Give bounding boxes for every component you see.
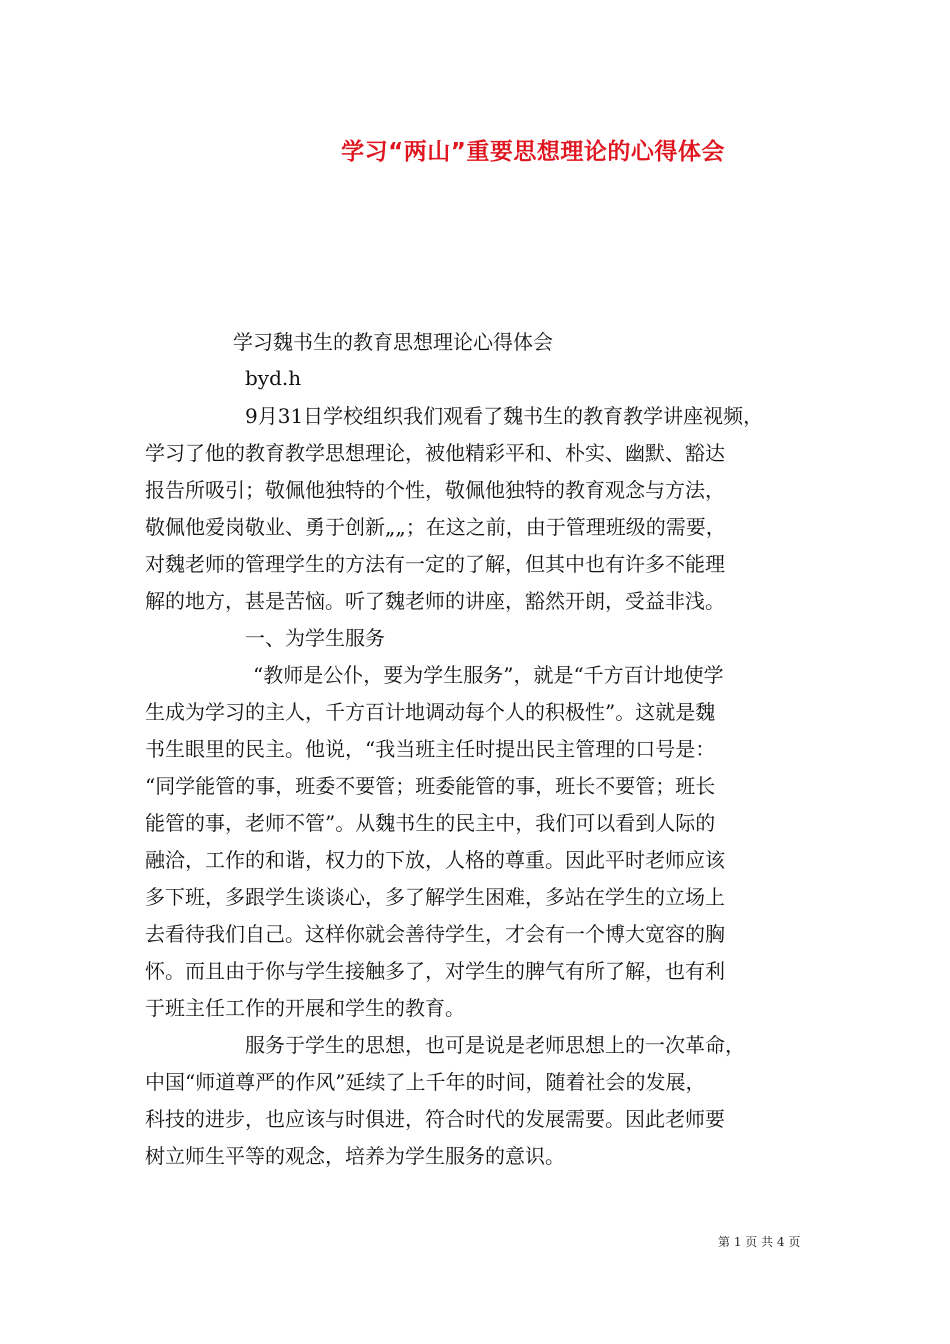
paragraph-line: 9月31日学校组织我们观看了魏书生的教育教学讲座视频， — [245, 404, 764, 428]
paragraph-line: 融洽，工作的和谐，权力的下放，人格的尊重。因此平时老师应该 — [145, 848, 725, 872]
paragraph-line: 于班主任工作的开展和学生的教育。 — [145, 996, 465, 1020]
document-title: 学习“两山”重要思想理论的心得体会 — [341, 139, 725, 165]
paragraph-line: 科技的进步，也应该与时俱进，符合时代的发展需要。因此老师要 — [145, 1107, 725, 1131]
page-number: 第 1 页 共 4 页 — [718, 1235, 801, 1249]
paragraph-1 — [145, 398, 815, 657]
paragraph-line: 学习了他的教育教学思想理论，被他精彩平和、朴实、幽默、豁达 — [145, 441, 725, 465]
paragraph-line: 去看待我们自己。这样你就会善待学生，才会有一个博大宽容的胸 — [145, 922, 725, 946]
paragraph-line: “同学能管的事，班委不要管；班委能管的事，班长不要管；班长 — [145, 774, 716, 798]
author-line: byd.h — [245, 366, 302, 390]
paragraph-line: 服务于学生的思想，也可是说是老师思想上的一次革命， — [245, 1033, 745, 1057]
paragraph-line: 树立师生平等的观念，培养为学生服务的意识。 — [145, 1144, 565, 1168]
paragraph-line: 解的地方，甚是苦恼。听了魏老师的讲座，豁然开朗，受益非浅。 — [145, 589, 725, 613]
paragraph-line: 书生眼里的民主。他说，“我当班主任时提出民主管理的口号是： — [145, 737, 716, 761]
paragraph-3 — [145, 1027, 815, 1175]
paragraph-line: 能管的事，老师不管”。从魏书生的民主中，我们可以看到人际的 — [145, 811, 716, 835]
section-heading: 一、为学生服务 — [245, 626, 385, 650]
paragraph-line: 对魏老师的管理学生的方法有一定的了解，但其中也有许多不能理 — [145, 552, 725, 576]
paragraph-line: “教师是公仆，要为学生服务”，就是“千方百计地使学 — [253, 663, 724, 687]
paragraph-line: 中国“师道尊严的作风”延续了上千年的时间，随着社会的发展， — [145, 1070, 706, 1094]
paragraph-line: 怀。而且由于你与学生接触多了，对学生的脾气有所了解，也有利 — [145, 959, 725, 983]
paragraph-line: 生成为学习的主人，千方百计地调动每个人的积极性”。这就是魏 — [145, 700, 716, 724]
document-subtitle: 学习魏书生的教育思想理论心得体会 — [233, 330, 553, 354]
paragraph-2 — [145, 657, 815, 1027]
paragraph-line: 敬佩他爱岗敬业、勇于创新„„；在这之前，由于管理班级的需要， — [145, 515, 726, 539]
paragraph-line: 报告所吸引；敬佩他独特的个性，敬佩他独特的教育观念与方法， — [145, 478, 725, 502]
paragraph-line: 多下班，多跟学生谈谈心，多了解学生困难，多站在学生的立场上 — [145, 885, 725, 909]
